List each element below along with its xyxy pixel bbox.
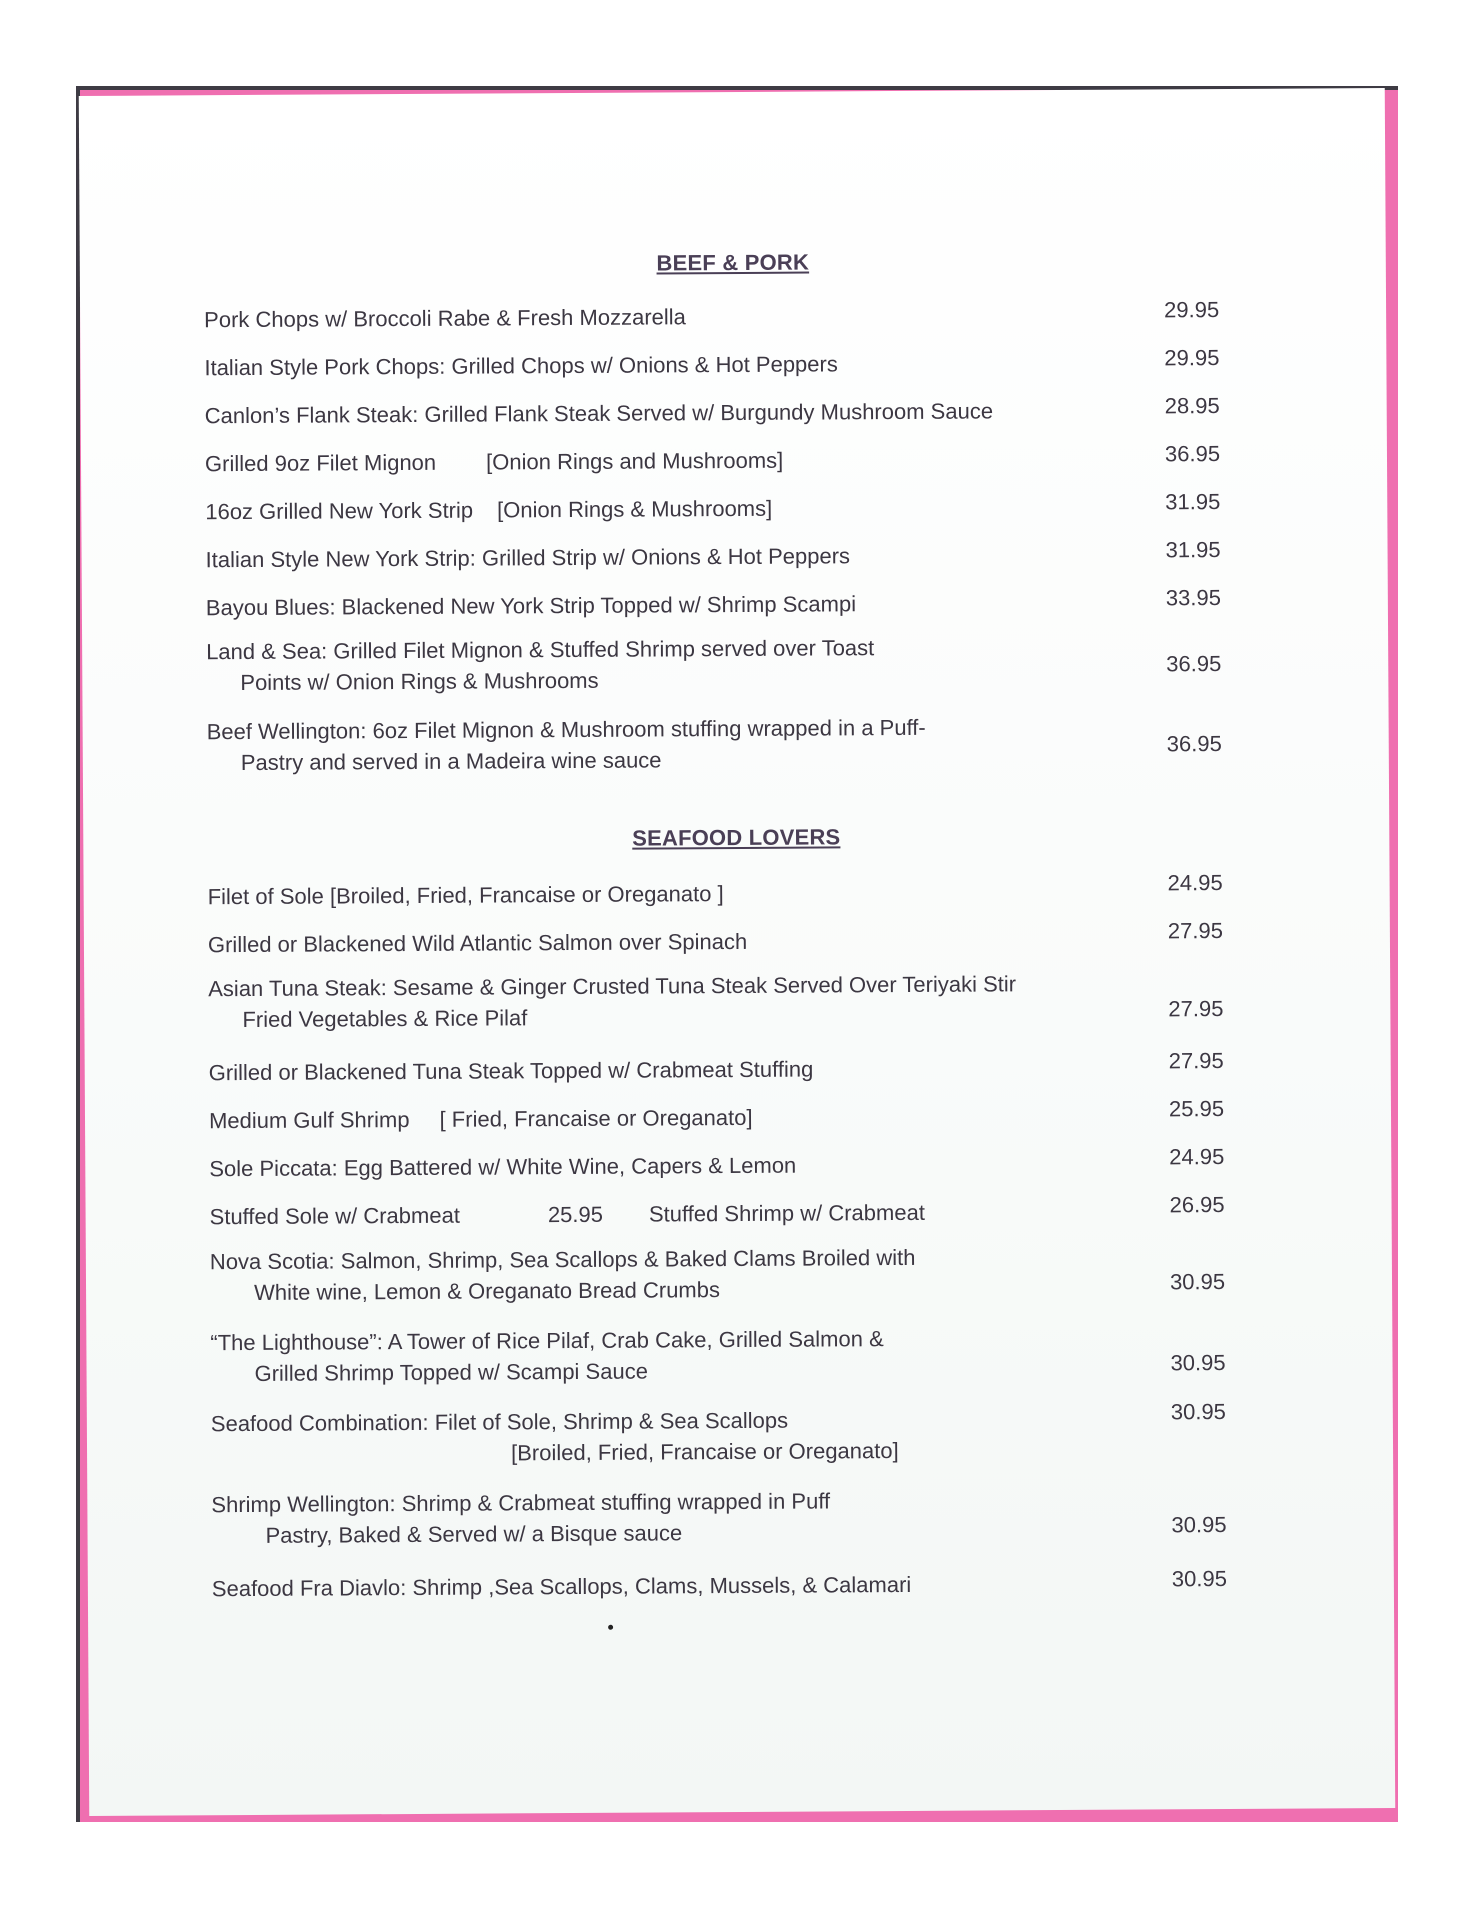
item-name: Grilled or Blackened Wild Atlantic Salmon over Spinach [207, 928, 748, 958]
item-description-continued: Fried Vegetables & Rice Pilaf [242, 1005, 528, 1033]
item-description-continued: Pastry, Baked & Served w/ a Bisque sauce [265, 1520, 683, 1548]
item-description-continued: Pastry and served in a Madeira wine sauce [240, 747, 662, 776]
item-name: Italian Style New York Strip: Grilled Strip w/ Onions & Hot Peppers [205, 543, 851, 573]
menu-item [205, 537, 1285, 573]
item-price: 30.95 [1170, 1350, 1226, 1376]
menu-content [79, 88, 1395, 1816]
menu-item [205, 585, 1286, 621]
item-description-continued: Points w/ Onion Rings & Mushrooms [240, 667, 599, 696]
item-name: Asian Tuna Steak: Sesame & Ginger Crusted Tuna Steak Served Over Teriyaki Stir [208, 971, 1017, 1002]
menu-item [210, 1321, 1290, 1386]
menu-item [208, 1048, 1289, 1086]
menu-item [206, 710, 1287, 776]
item-name: Medium Gulf Shrimp [208, 1107, 410, 1134]
item-price: 30.95 [1170, 1399, 1226, 1425]
item-name: Nova Scotia: Salmon, Shrimp, Sea Scallops & Baked Clams Broiled with [209, 1244, 916, 1275]
item-name: Beef Wellington: 6oz Filet Mignon & Mushroom stuffing wrapped in a Puff- [206, 714, 926, 745]
item-price: 27.95 [1167, 918, 1224, 944]
menu-item [209, 1192, 1290, 1230]
item-price: 36.95 [1166, 651, 1222, 677]
item-price: 36.95 [1166, 731, 1222, 757]
menu-item [205, 489, 1285, 525]
menu-item [207, 918, 1288, 958]
menu-item [209, 1240, 1290, 1305]
section-heading-beef-pork: BEEF & PORK [656, 249, 810, 276]
menu-item [211, 1483, 1291, 1548]
item-name: Bayou Blues: Blackened New York Strip Topped w/ Shrimp Scampi [205, 591, 857, 621]
item-price: 30.95 [1171, 1512, 1227, 1538]
item-name-second: Stuffed Shrimp w/ Crabmeat [648, 1199, 925, 1227]
menu-item [204, 297, 1284, 333]
item-price: 25.95 [1168, 1096, 1225, 1122]
item-name: Seafood Fra Diavlo: Shrimp ,Sea Scallops, Clams, Mussels, & Calamari [211, 1571, 912, 1602]
item-price: 28.95 [1164, 393, 1220, 419]
item-price: 30.95 [1171, 1566, 1227, 1592]
menu-item [207, 870, 1288, 910]
menu-item [204, 441, 1285, 477]
item-name: Seafood Combination: Filet of Sole, Shrimp & Sea Scallops [210, 1407, 789, 1437]
menu-item [208, 967, 1288, 1033]
menu-item [209, 1144, 1289, 1182]
item-name: Stuffed Sole w/ Crabmeat [209, 1202, 460, 1230]
item-name: Shrimp Wellington: Shrimp & Crabmeat stuffing wrapped in Puff [211, 1488, 831, 1518]
item-name: Land & Sea: Grilled Filet Mignon & Stuffed Shrimp served over Toast [206, 635, 875, 665]
item-price: 31.95 [1165, 537, 1221, 563]
menu-item [210, 1399, 1291, 1466]
item-note: [Onion Rings and Mushrooms] [486, 447, 784, 475]
item-price: 30.95 [1169, 1269, 1226, 1295]
item-price: 31.95 [1165, 489, 1221, 515]
item-name: Sole Piccata: Egg Battered w/ White Wine, Capers & Lemon [209, 1152, 797, 1182]
item-name: Grilled or Blackened Tuna Steak Topped w/ Crabmeat Stuffing [208, 1056, 814, 1086]
item-description-continued: Grilled Shrimp Topped w/ Scampi Sauce [254, 1358, 648, 1386]
item-name: “The Lighthouse”: A Tower of Rice Pilaf, Crab Cake, Grilled Salmon & [210, 1326, 884, 1356]
item-price: 33.95 [1165, 585, 1221, 611]
ink-speck [608, 1625, 613, 1630]
menu-item [211, 1566, 1292, 1602]
item-note: [ Fried, Francaise or Oreganato] [439, 1104, 753, 1132]
item-note: [Onion Rings & Mushrooms] [497, 495, 773, 523]
item-price: 26.95 [1169, 1192, 1225, 1218]
item-name: 16oz Grilled New York Strip [205, 497, 474, 525]
menu-item [204, 345, 1284, 381]
item-name: Filet of Sole [Broiled, Fried, Francaise or Oreganato ] [207, 881, 724, 910]
section-heading-seafood-lovers: SEAFOOD LOVERS [632, 824, 841, 851]
item-name: Pork Chops w/ Broccoli Rabe & Fresh Mozzarella [204, 304, 686, 333]
item-name: Grilled 9oz Filet Mignon [204, 449, 437, 477]
menu-item [206, 630, 1286, 696]
menu-item [208, 1096, 1289, 1134]
item-price: 36.95 [1164, 441, 1221, 467]
item-price-inline: 25.95 [547, 1201, 604, 1228]
menu-item [204, 393, 1285, 429]
item-name: Canlon’s Flank Steak: Grilled Flank Steak Served w/ Burgundy Mushroom Sauce [204, 398, 994, 429]
item-description-continued: White wine, Lemon & Oreganato Bread Crumbs [253, 1277, 721, 1305]
item-price: 24.95 [1169, 1144, 1225, 1170]
item-price: 24.95 [1167, 870, 1223, 896]
item-price: 27.95 [1168, 996, 1224, 1022]
item-price: 29.95 [1164, 297, 1220, 323]
item-price: 27.95 [1168, 1048, 1224, 1074]
item-price: 29.95 [1164, 345, 1220, 371]
menu-page [79, 88, 1395, 1816]
item-name: Italian Style Pork Chops: Grilled Chops w/ Onions & Hot Peppers [204, 351, 838, 381]
item-cooking-options: [Broiled, Fried, Francaise or Oreganato] [510, 1438, 899, 1466]
